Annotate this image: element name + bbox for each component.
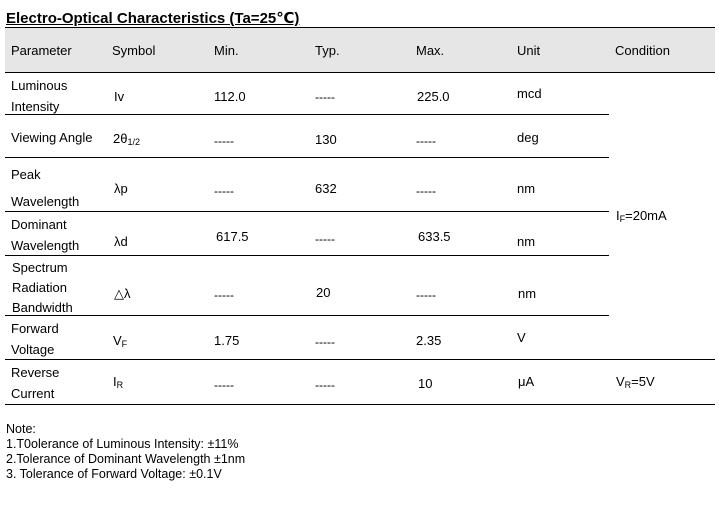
table-bottom-rule [5,404,715,405]
note-item: 3. Tolerance of Forward Voltage: ±0.1V [6,467,222,481]
spectrum-bandwidth-max: ----- [416,288,436,302]
row-rule [5,114,609,115]
forward-voltage-max: 2.35 [416,333,442,348]
note-item: 1.T0olerance of Luminous Intensity: ±11% [6,437,239,451]
table-row-viewing-angle-parameter: Viewing Angle [11,130,93,145]
viewing-angle-min: ----- [214,134,234,148]
table-row-peak-wavelength-parameter: Peak Wavelength [11,167,80,209]
condition-vr-5v: $V_R=5V$ [616,374,655,390]
header-max: Max. [416,43,445,58]
forward-voltage-symbol: $V_F$ [113,333,128,349]
luminous-intensity-min: 112.0 [214,89,246,104]
row-rule [5,211,609,212]
dominant-wavelength-max: 633.5 [418,229,451,244]
reverse-current-min: ----- [214,378,234,392]
note-item: 2.Tolerance of Dominant Wavelength ±1nm [6,452,246,466]
header-symbol: Symbol [112,43,156,58]
viewing-angle-symbol: $2\theta_{1/2}$ [113,131,140,147]
spectrum-bandwidth-min: ----- [214,288,234,302]
dominant-wavelength-symbol: λd [114,234,128,249]
luminous-intensity-unit: mcd [517,86,542,101]
luminous-intensity-max: 225.0 [417,89,450,104]
header-condition: Condition [615,43,670,58]
reverse-current-max: 10 [418,376,433,391]
viewing-angle-max: ----- [416,134,436,148]
header-typ: Typ. [315,43,340,58]
forward-voltage-typ: ----- [315,335,335,349]
row-rule [5,255,609,256]
dominant-wavelength-unit: nm [517,234,536,249]
reverse-current-typ: ----- [315,378,335,392]
table-header-rule [5,72,715,73]
table-row-luminous-intensity-parameter: Luminous Intensity [11,78,68,114]
table-row-reverse-current-parameter: Reverse Current [11,365,60,401]
viewing-angle-unit: deg [517,130,539,145]
header-unit: Unit [517,43,541,58]
viewing-angle-typ: 130 [315,132,337,147]
row-rule [5,315,609,316]
note-heading: Note: [6,422,36,436]
luminous-intensity-symbol: Iv [114,89,125,104]
header-min: Min. [214,43,239,58]
peak-wavelength-typ: 632 [315,181,337,196]
spectrum-bandwidth-symbol: △λ [114,286,131,301]
peak-wavelength-min: ----- [214,184,234,198]
forward-voltage-min: 1.75 [214,333,240,348]
peak-wavelength-unit: nm [517,181,536,196]
row-rule [5,157,609,158]
table-row-spectrum-bandwidth-parameter: Spectrum Radiation Bandwidth [12,260,73,315]
table-row-forward-voltage-parameter: Forward Voltage [11,321,59,357]
table-row-dominant-wavelength-parameter: Dominant Wavelength [11,217,80,253]
row-rule-full [5,359,715,360]
table-top-rule [5,27,715,28]
spectrum-bandwidth-unit: nm [518,286,537,301]
reverse-current-symbol: $I_R$ [113,374,124,390]
luminous-intensity-typ: ----- [315,90,335,104]
section-title: Electro-Optical Characteristics (Ta=25℃) [6,10,300,27]
forward-voltage-unit: V [517,330,526,345]
dominant-wavelength-min: 617.5 [216,229,249,244]
spectrum-bandwidth-typ: 20 [316,285,331,300]
peak-wavelength-symbol: λp [114,181,128,196]
condition-if-20ma: $I_F=20mA$ [616,208,667,224]
header-parameter: Parameter [11,43,72,58]
reverse-current-unit: μA [518,374,535,389]
dominant-wavelength-typ: ----- [315,232,335,246]
peak-wavelength-max: ----- [416,184,436,198]
